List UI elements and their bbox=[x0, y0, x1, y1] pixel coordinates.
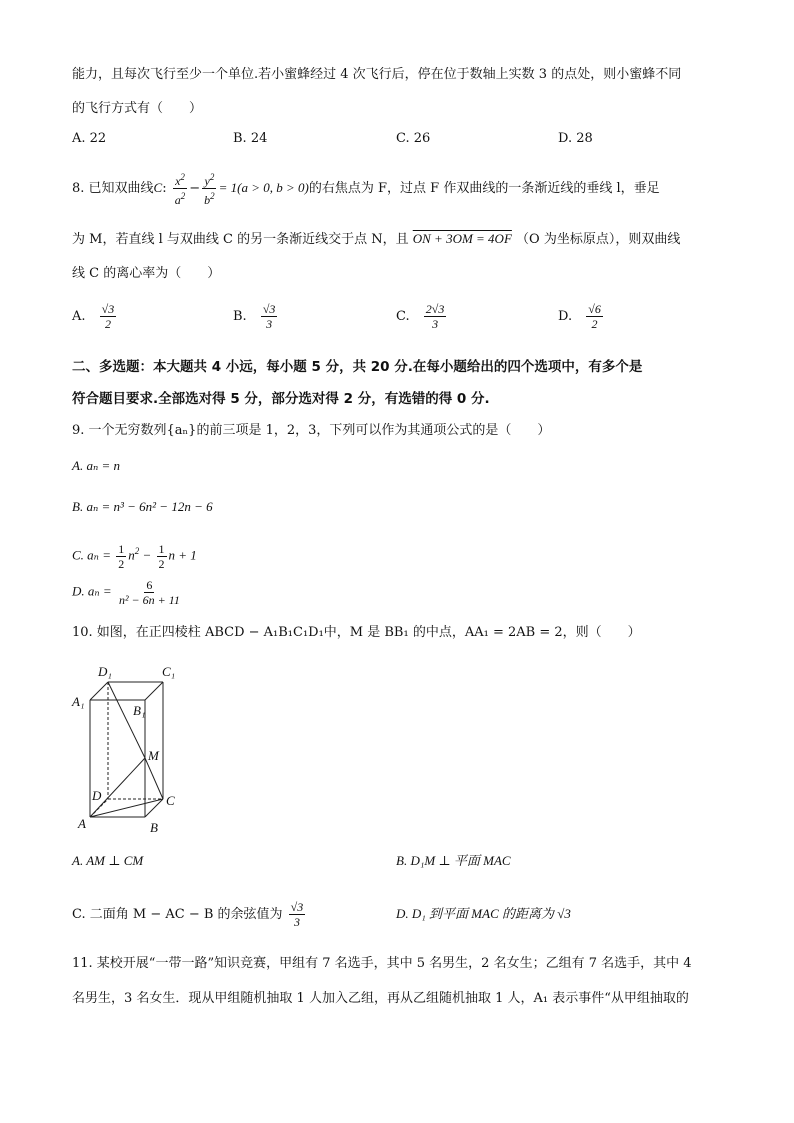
q8-option-c-label: C. bbox=[396, 309, 410, 324]
q10-option-d: D. D₁ 到平面 MAC 的距离为 √3 bbox=[396, 906, 571, 921]
q9-option-d-den: n² − 6n + 11 bbox=[118, 593, 180, 607]
label-b1: B₁ bbox=[133, 703, 146, 718]
q8-option-d-label: D. bbox=[558, 309, 573, 324]
section-2-header-line-2: 符合题目要求.全部选对得 5 分，部分选对得 2 分，有选错的得 0 分. bbox=[72, 391, 490, 407]
q7-line-1: 能力，且每次飞行至少一个单位.若小蜜蜂经过 4 次飞行后，停在位于数轴上实数 3 的点处，则小蜜蜂不同 bbox=[72, 67, 682, 82]
q10-option-c-num: √3 bbox=[290, 900, 304, 914]
q8-option-d-num: √6 bbox=[588, 302, 601, 316]
q9-option-d bbox=[72, 578, 184, 607]
q8-option-c-den: 3 bbox=[432, 317, 439, 331]
q8-line-2-b: （O 为坐标原点），则双曲线 bbox=[516, 232, 681, 247]
label-m: M bbox=[148, 748, 159, 763]
segment-cm bbox=[145, 758, 163, 799]
q8-equation-tail: = 1(a > 0, b > 0) bbox=[218, 180, 309, 195]
section-2-header-line-1: 二、多选题：本大题共 4 小远，每小题 5 分，共 20 分.在每小题给出的四个选项中，有多个是 bbox=[72, 359, 643, 375]
q7-option-c: C. 26 bbox=[396, 131, 431, 146]
label-a1: A₁ bbox=[72, 694, 85, 709]
label-d: D bbox=[92, 788, 102, 803]
q11-line-2: 名男生，3 名女生．现从甲组随机抽取 1 人加入乙组，再从乙组随机抽取 1 人，A₁ 表示事件“从甲组抽取的 bbox=[72, 991, 689, 1006]
q7-option-b: B. 24 bbox=[233, 131, 268, 146]
q8-curve-name: C bbox=[153, 180, 163, 195]
q8-line-3: 线 C 的离心率为（ ） bbox=[72, 266, 221, 281]
label-d1: D₁ bbox=[98, 664, 112, 679]
q8-option-d bbox=[558, 302, 605, 331]
edge-b1c1 bbox=[145, 682, 163, 700]
q8-option-b-den: 3 bbox=[266, 317, 273, 331]
segment-d1m bbox=[108, 682, 145, 758]
q9-option-c-label: C. aₙ = bbox=[72, 547, 111, 563]
edge-a1d1 bbox=[90, 682, 108, 700]
q8-option-d-den: 2 bbox=[591, 317, 598, 331]
q8-option-b-label: B. bbox=[233, 309, 247, 324]
q7-option-a: A. 22 bbox=[72, 131, 107, 146]
q8-line-2 bbox=[72, 230, 680, 249]
q9-option-c-tail: n + 1 bbox=[168, 547, 197, 563]
q9-option-b: B. aₙ = n³ − 6n² − 12n − 6 bbox=[72, 499, 213, 514]
q10-option-a: A. AM ⊥ CM bbox=[72, 853, 144, 868]
q8-prefix: 8. 已知双曲线 bbox=[72, 181, 154, 196]
label-a: A bbox=[78, 816, 86, 831]
q9-option-d-label: D. aₙ = bbox=[72, 583, 112, 599]
q8-option-b bbox=[233, 302, 279, 331]
q8-option-a bbox=[72, 302, 118, 331]
q11-line-1: 11. 某校开展“一带一路”知识竞赛，甲组有 7 名选手，其中 5 名男生，2 名女生；乙组有 7 名选手，其中 4 bbox=[72, 956, 692, 971]
q8-option-c-num: 2√3 bbox=[425, 302, 445, 316]
q8-option-c bbox=[396, 302, 448, 331]
q9-option-d-num: 6 bbox=[146, 578, 153, 592]
q10-stem: 10. 如图，在正四棱柱 ABCD − A₁B₁C₁D₁中，M 是 BB₁ 的中点，AA₁ = 2AB = 2，则（ ） bbox=[72, 625, 641, 640]
q9-option-a: A. aₙ = n bbox=[72, 458, 120, 473]
q9-option-c: C. aₙ = $\frac{1}{2}$ $n^2$ − $\frac{1}{2}$ n + 1 bbox=[72, 541, 197, 571]
q8-option-b-num: √3 bbox=[262, 302, 276, 316]
q8-frac-x: $\frac{x^2}{a^2}$ bbox=[174, 172, 186, 207]
prism-figure bbox=[70, 660, 200, 840]
q8-option-a-num: √3 bbox=[101, 302, 115, 316]
q8-line-1-mid: 的右焦点为 F，过点 F 作双曲线的一条渐近线的垂线 l，垂足 bbox=[308, 181, 660, 196]
q8-line-2-a: 为 M，若直线 l 与双曲线 C 的另一条渐近线交于点 N，且 bbox=[72, 232, 409, 247]
q8-option-a-label: A. bbox=[72, 309, 86, 324]
label-c: C bbox=[166, 793, 175, 808]
label-c1: C₁ bbox=[162, 664, 176, 679]
q7-line-2: 的飞行方式有（ ） bbox=[72, 101, 203, 116]
q8-line-1: 8. 已知双曲线C: $\frac{x^2}{a^2}$ − $\frac{y^2}{b^2}$ = 1(a > 0, b > 0)的右焦点为 F，过点 F 作双曲线的一条渐近线的垂线 l，垂足 bbox=[72, 172, 660, 207]
q7-option-d: D. 28 bbox=[558, 131, 593, 146]
q8-frac-y: $\frac{y^2}{b^2}$ bbox=[204, 172, 215, 207]
q10-option-c-den: 3 bbox=[293, 915, 300, 929]
q8-vector-equation: ON + 3OM = 4OF bbox=[412, 231, 512, 246]
q8-option-a-den: 2 bbox=[104, 317, 111, 331]
q10-option-c-text: C. 二面角 M − AC − B 的余弦值为 bbox=[72, 907, 283, 922]
label-b: B bbox=[150, 820, 158, 835]
q10-option-b: B. D₁M ⊥ 平面 MAC bbox=[396, 853, 511, 868]
q10-option-c bbox=[72, 898, 307, 932]
q9-stem: 9. 一个无穷数列{aₙ}的前三项是 1，2，3，下列可以作为其通项公式的是（ ） bbox=[72, 423, 551, 438]
